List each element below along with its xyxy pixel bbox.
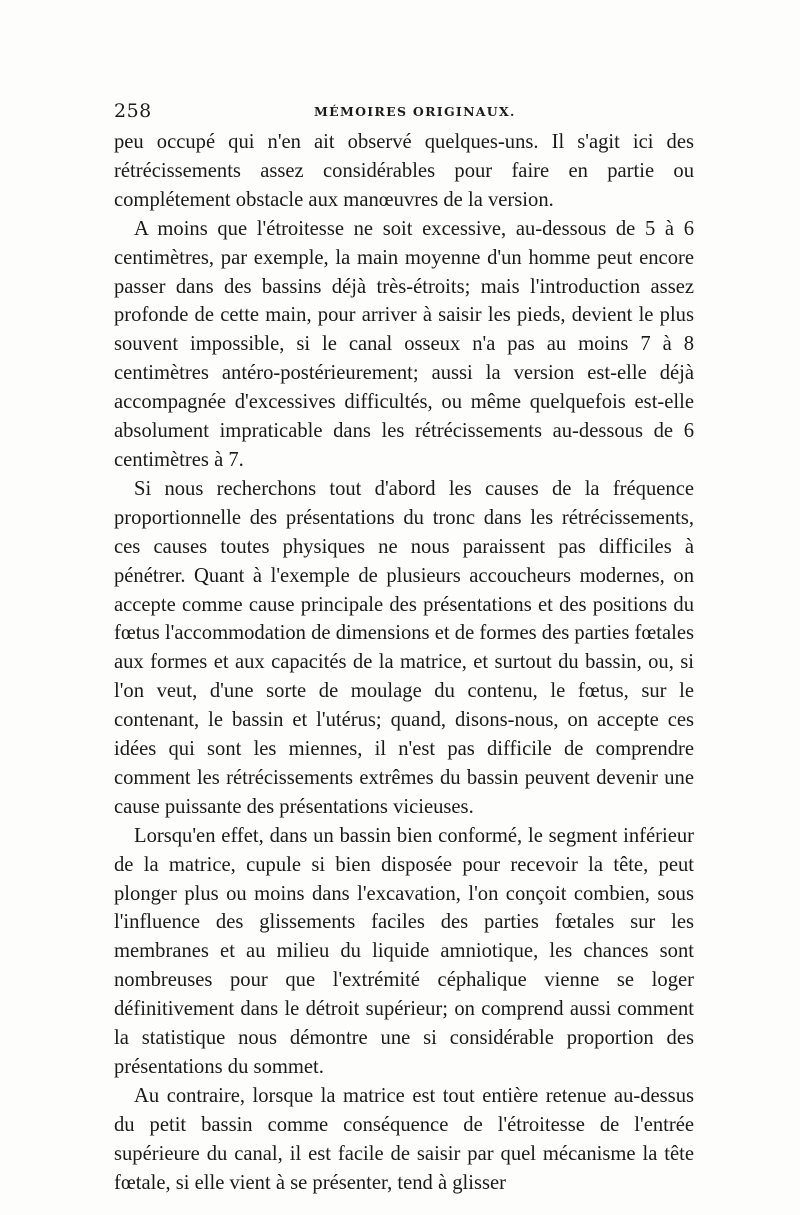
paragraph: Si nous recherchons tout d'abord les causes de la fréquence proportionnelle des présentations du tronc dans les rétrécissements, ces causes toutes physiques ne nous paraissent pas difficiles à pénétrer. Quant à l'exemple de plusieurs accoucheurs modernes, on accepte comme cause principale des présentations et des positions du fœtus l'accommodation de dimensions et de formes des parties fœtales aux formes et aux capacités de la matrice, et surtout du bassin, ou, si l'on veut, d'une sorte de moulage du contenu, le fœtus, sur le contenant, le bassin et l'utérus; quand, disons-nous, on accepte ces idées qui sont les miennes, il n'est pas difficile de comprendre comment les rétrécissements extrêmes du bassin peuvent devenir une cause puissante des présentations vicieuses. xyxy=(114,477,694,818)
running-head: MÉMOIRES ORIGINAUX. xyxy=(314,104,516,119)
paragraph: A moins que l'étroitesse ne soit excessive, au-dessous de 5 à 6 centimètres, par exemple, la main moyenne d'un homme peut encore passer dans des bassins déjà très-étroits; mais l'introduction assez profonde de cette main, pour arriver à saisir les pieds, devient le plus souvent impossible, si le canal osseux n'a pas au moins 7 à 8 centimètres antéro-postérieurement; aussi la version est-elle déjà accompagnée d'excessives difficultés, ou même quelquefois est-elle absolument impraticable dans les rétrécissements au-dessous de 6 centimètres à 7. xyxy=(114,217,694,471)
paragraph-continued: peu occupé qui n'en ait observé quelques-uns. Il s'agit ici des rétrécissements assez considérables pour faire en partie ou complétement obstacle aux manœuvres de la version. xyxy=(114,131,694,211)
page-header xyxy=(114,100,694,126)
paragraph: Au contraire, lorsque la matrice est tout entière retenue au-dessus du petit bassin comme conséquence de l'étroitesse de l'entrée supérieure du canal, il est facile de saisir par quel mécanisme la tête fœtale, si elle vient à se présenter, tend à glisser xyxy=(114,1084,694,1194)
page-number: 258 xyxy=(114,100,152,122)
paragraph: Lorsqu'en effet, dans un bassin bien conformé, le segment inférieur de la matrice, cupule si bien disposée pour recevoir la tête, peut plonger plus ou moins dans l'excavation, l'on conçoit combien, sous l'influence des glissements faciles des parties fœtales sur les membranes et au milieu du liquide amniotique, les chances sont nombreuses pour que l'extrémité céphalique vienne se loger définitivement dans le détroit supérieur; on comprend aussi comment la statistique nous démontre une si considérable proportion des présentations du sommet. xyxy=(114,824,694,1078)
body-text xyxy=(114,128,694,1198)
